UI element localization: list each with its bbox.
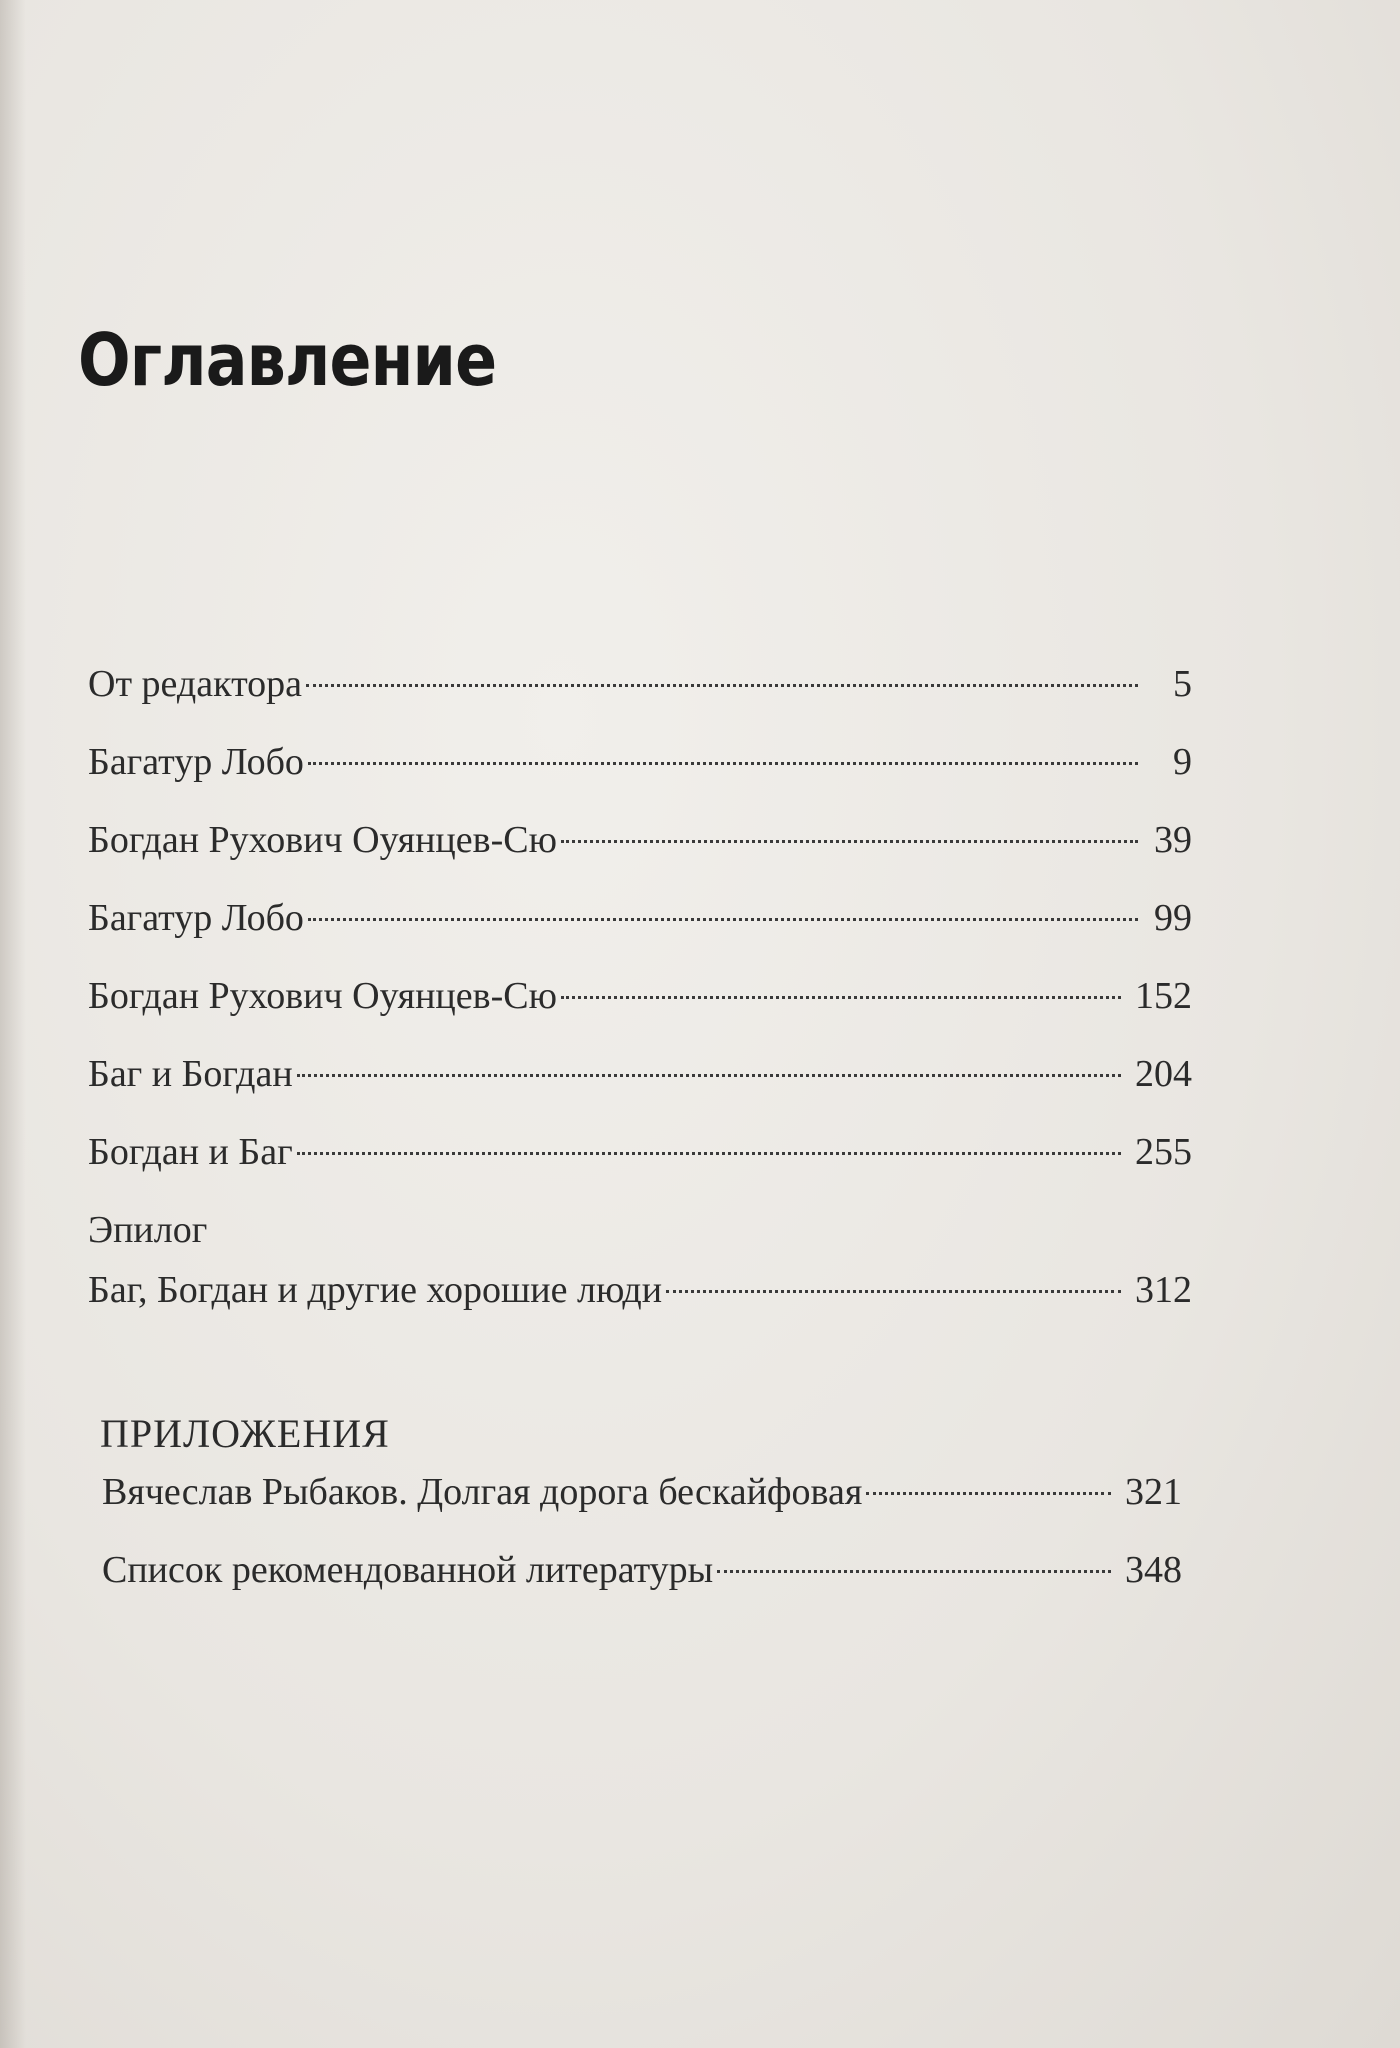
toc-entry xyxy=(88,1052,1192,1130)
toc-entry xyxy=(88,896,1192,974)
dot-leader xyxy=(561,996,1121,999)
toc-entry-title: Баг, Богдан и другие хорошие люди xyxy=(88,1269,663,1311)
toc-entry xyxy=(102,1470,1182,1548)
dot-leader xyxy=(306,684,1138,687)
toc-entry-title: Богдан Рухович Оуянцев-Сю xyxy=(88,975,557,1017)
toc-entry-title: От редактора xyxy=(88,663,303,705)
toc-entry-epilogue xyxy=(88,1208,1192,1346)
epilogue-row xyxy=(88,1268,1192,1346)
page-title: Оглавление xyxy=(78,318,497,402)
toc-entry-title: Богдан и Баг xyxy=(88,1131,293,1173)
toc-entry xyxy=(88,974,1192,1052)
toc-entry-page: 204 xyxy=(1135,1053,1192,1095)
toc-entry-page: 312 xyxy=(1135,1269,1192,1311)
toc-entry xyxy=(88,662,1192,740)
appendix-heading: ПРИЛОЖЕНИЯ xyxy=(100,1411,390,1456)
toc-entry-title: Багатур Лобо xyxy=(88,741,304,783)
epilogue-label: Эпилог xyxy=(88,1209,208,1251)
toc-entry xyxy=(88,818,1192,896)
dot-leader xyxy=(866,1492,1111,1495)
toc-entry-page: 255 xyxy=(1135,1131,1192,1173)
toc-entry-title: Богдан Рухович Оуянцев-Сю xyxy=(88,819,557,861)
appendix-list xyxy=(102,1470,1182,1626)
dot-leader xyxy=(561,840,1138,843)
toc-entry-page: 321 xyxy=(1125,1471,1182,1513)
table-of-contents xyxy=(88,662,1192,1346)
dot-leader xyxy=(297,1074,1121,1077)
toc-entry xyxy=(88,1130,1192,1208)
toc-entry xyxy=(88,740,1192,818)
toc-entry-title: Багатур Лобо xyxy=(88,897,304,939)
toc-entry-title: Список рекомендованной литературы xyxy=(102,1549,714,1591)
dot-leader xyxy=(308,918,1138,921)
toc-entry-page: 152 xyxy=(1135,975,1192,1017)
dot-leader xyxy=(717,1570,1111,1573)
toc-entry-page: 348 xyxy=(1125,1549,1182,1591)
toc-entry-page: 5 xyxy=(1173,663,1192,705)
dot-leader xyxy=(308,762,1138,765)
toc-entry-page: 9 xyxy=(1173,741,1192,783)
toc-entry-title: Баг и Богдан xyxy=(88,1053,293,1095)
toc-entry-title: Вячеслав Рыбаков. Долгая дорога бескайфовая xyxy=(102,1471,863,1513)
toc-entry xyxy=(102,1548,1182,1626)
toc-entry-page: 39 xyxy=(1154,819,1192,861)
toc-entry-page: 99 xyxy=(1154,897,1192,939)
dot-leader xyxy=(297,1152,1121,1155)
dot-leader xyxy=(666,1290,1121,1293)
